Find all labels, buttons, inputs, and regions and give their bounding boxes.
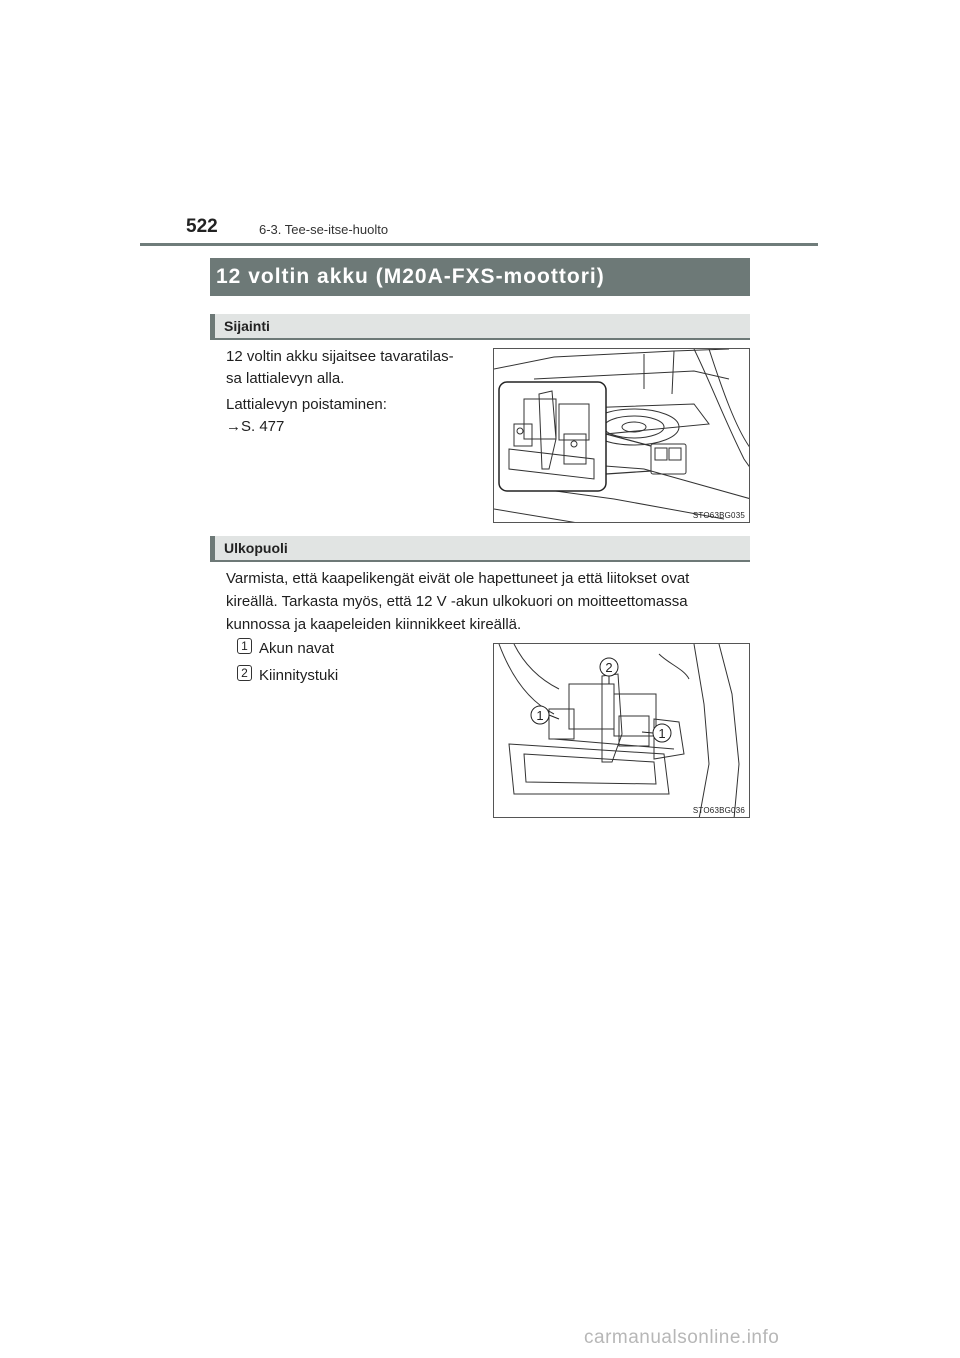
battery-location-figure: [493, 348, 750, 523]
figure-code: STO63BG036: [692, 806, 745, 815]
location-text-1: 12 voltin akku sijaitsee tavaratilas-: [226, 348, 454, 365]
exterior-heading: [210, 536, 750, 562]
floor-panel-page-link[interactable]: →S. 477: [226, 418, 285, 435]
location-heading: [210, 314, 750, 340]
location-text-3: Lattialevyn poistaminen:: [226, 396, 387, 413]
page-title: 12 voltin akku (M20A-FXS-moottori): [210, 258, 750, 296]
callout-label: 1: [536, 708, 544, 723]
callout-label: 2: [605, 660, 613, 675]
callout-label: 1: [658, 726, 666, 741]
item-number-badge: 2: [237, 665, 252, 681]
location-heading-label: Sijainti: [224, 318, 270, 334]
heading-accent-bar: [210, 314, 215, 338]
trunk-illustration: [494, 349, 750, 523]
location-text-2: sa lattialevyn alla.: [226, 370, 345, 387]
page-number: 522: [186, 216, 218, 237]
header-divider: [140, 243, 818, 246]
battery-detail-figure: [493, 643, 750, 818]
exterior-heading-label: Ulkopuoli: [224, 540, 288, 556]
exterior-text-3: kunnossa ja kaapeleiden kiinnikkeet kireällä.: [226, 616, 522, 633]
figure-code: STO63BG035: [692, 511, 745, 520]
item-number-badge: 1: [237, 638, 252, 654]
section-reference: 6-3. Tee-se-itse-huolto: [259, 222, 389, 237]
footer-watermark: carmanualsonline.info: [584, 1327, 780, 1348]
exterior-text-2: kireällä. Tarkasta myös, että 12 V -akun ulkokuori on moitteettomassa: [226, 593, 688, 610]
exterior-text-1: Varmista, että kaapelikengät eivät ole hapettuneet ja että liitokset ovat: [226, 570, 690, 587]
battery-illustration: [494, 644, 750, 818]
item-label: Akun navat: [259, 640, 335, 657]
heading-accent-bar: [210, 536, 215, 560]
item-label: Kiinnitystuki: [259, 667, 339, 684]
